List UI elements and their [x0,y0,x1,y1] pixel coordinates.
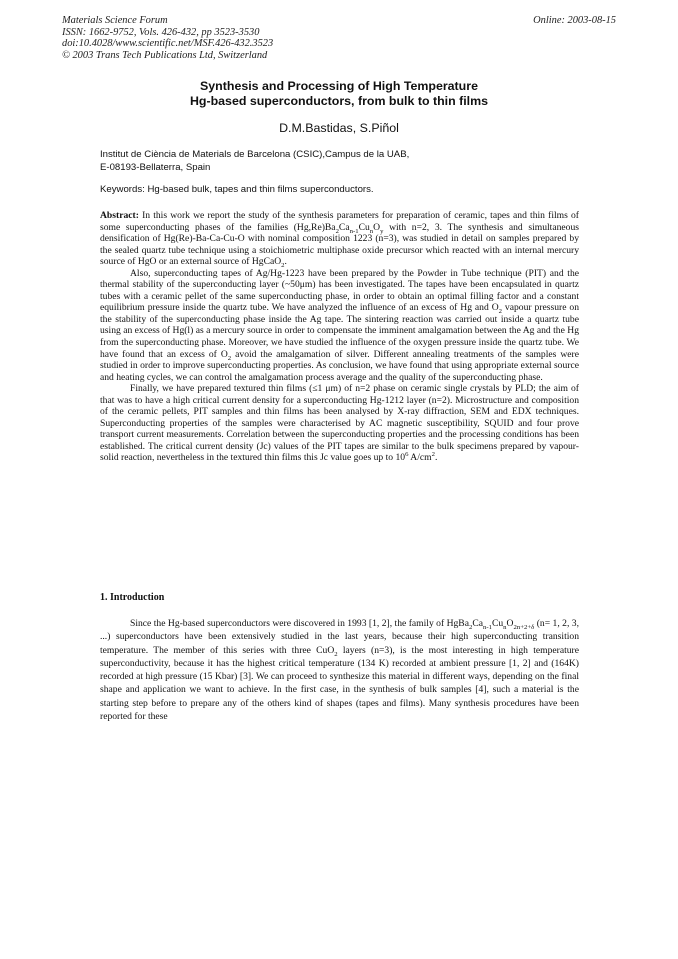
journal-name: Materials Science Forum [62,15,168,26]
section-heading-introduction: 1. Introduction [100,592,165,603]
affiliation-line-1: Institut de Ciència de Materials de Barcelona (CSIC),Campus de la UAB, [100,149,410,160]
abstract-paragraph-2: Also, superconducting tapes of Ag/Hg-1223 have been prepared by the Powder in Tube technique (PIT) and the thermal stability of the superconducting layer (~50μm) has been investigated. The tapes have been encapsulated in quartz tubes with a ceramic pellet of the same superconducting phase, in order to obtain an optimal filling factor and a constant equilibrium pressure inside the quartz tube. We have analyzed the influence of an excess of Hg and $O_2$ vapour pressure on the stability of the superconducting phase inside the Ag tape. The sintering reaction was carried out inside a quartz tube using an excess of Hg(l) as a mercury source in order to compensate the imminent amalgamation between the Ag and the Hg from the superconducting phase. Moreover, we have studied the influence of the oxygen pressure inside the quartz tube. We have found that an excess of $O_2$ avoid the amalgamation of silver. Different annealing treatments of the samples were studied in order to improve superconducting properties. As conclusion, we have found that using appropriate external source and heating cycles, we can control the amalgamation process average and the quality of the superconducting phase. [100,267,579,383]
abstract-paragraph-1: Abstract: In this work we report the study of the synthesis parameters for preparation of ceramic, tapes and thin films of some superconducting phases of the families $(Hg,Re)Ba_2Ca_{n-1}Cu_nO_y$ with n=2, 3. The synthesis and simultaneous densification of Hg(Re)-Ba-Ca-Cu-O with nominal composition 1223 (n=3), was studied in detail on samples prepared by the sealed quartz tube technique using a stoichiometric multiphase oxide precursor which reacted with an internal mercury source of HgO or an external source of HgCaO$_2$. [100,210,579,270]
title-line-2: Hg-based superconductors, from bulk to thin films [189,94,489,108]
introduction-paragraph: Since the Hg-based superconductors were discovered in 1993 [1, 2], the family of $HgBa_2Ca_{n-1}Cu_nO_{2n+2+\delta}$ (n= 1, 2, 3, ...) superconductors have been extensively studied in the last years, because their high superconducting transition temperature. The member of this series with three CuO$_2$ layers (n=3), is the most interesting in high temperature superconductivity, because it has the highest critical temperature (134 K) recorded at ambient pressure [1, 2] and (164K) recorded at high pressure (15 Kbar) [3]. We can proceed to synthesize this material in different ways, depending on the final shape and application we want to achieve. In the first case, in the synthesis of bulk samples [4], such a material is the starting step before to prepare any of the others kind of shapes (tapes and films). Many synthesis procedures have been reported for these [100,618,580,723]
keywords: Keywords: Hg-based bulk, tapes and thin films superconductors. [100,184,374,195]
abstract-paragraph-3: Finally, we have prepared textured thin films (≤1 μm) of n=2 phase on ceramic single crystals by PLD; the aim of that was to have a high critical current density for a superconducting Hg-1212 layer (n=2). Microstructure and composition of the ceramic pellets, PIT samples and thin films has been analysed by X-ray diffraction, SEM and EDX techniques. Superconducting properties of the samples were characterised by AC magnetic susceptibility, SQUID and four prove transport current measurements. Correlation between the superconducting properties and the processing conditions has been established. The critical current density (Jc) values of the PIT tapes are similar to the bulk specimens prepared by vapour-solid reaction, nevertheless in the textured thin films this Jc value goes up to $10^6$ $A/cm^2$. [100,383,579,464]
affiliation [100,149,600,174]
abstract-label: Abstract: [100,210,139,221]
paper-title [0,79,678,109]
authors: D.M.Bastidas, S.Piñol [279,121,399,135]
citation-header [62,15,442,61]
doi-link[interactable]: doi:10.4028/www.scientific.net/MSF.426-432.3523 [62,38,274,50]
title-line-1: Synthesis and Processing of High Temperature [200,79,478,93]
online-date: Online: 2003-08-15 [533,15,616,26]
issn-line: ISSN: 1662-9752, Vols. 426-432, pp 3523-3530 [62,26,260,38]
affiliation-line-2: E-08193-Bellaterra, Spain [100,161,211,173]
abstract [100,210,579,464]
copyright-line: © 2003 Trans Tech Publications Ltd, Switzerland [62,49,268,61]
